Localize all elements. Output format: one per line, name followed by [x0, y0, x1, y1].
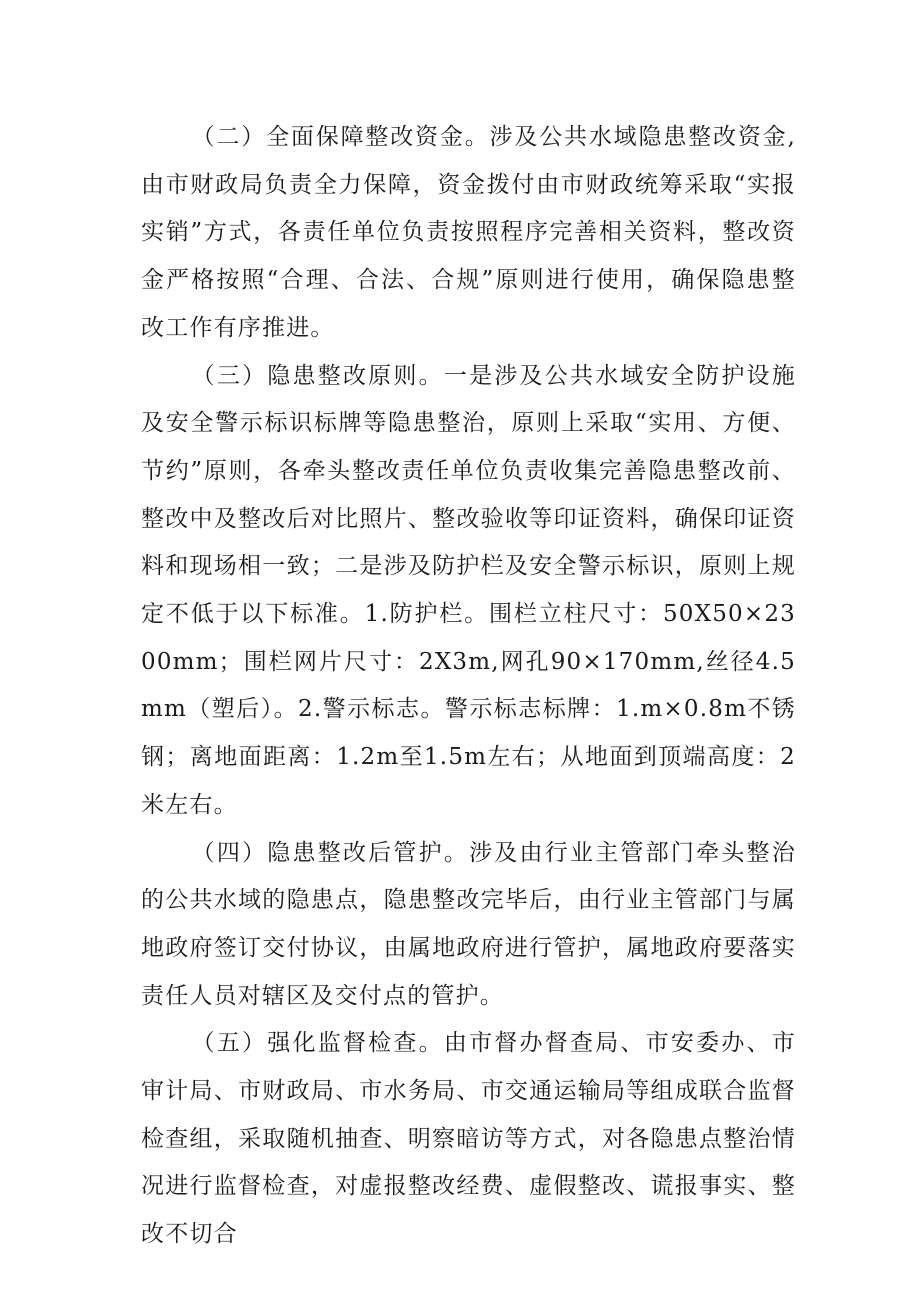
paragraph-funding: （二）全面保障整改资金。涉及公共水域隐患整改资金,由市财政局负责全力保障，资金拨付由市财政统筹采取“实报实销”方式，各责任单位负责按照程序完善相关资料，整改资金严格按照“合理、合法、合规”原则进行使用，确保隐患整改工作有序推进。	[141, 124, 796, 341]
document-body	[141, 114, 796, 1259]
paragraph-supervision: （五）强化监督检查。由市督办督查局、市安委办、市审计局、市财政局、市水务局、市交通运输局等组成联合监督检查组，采取随机抽查、明察暗访等方式，对各隐患点整治情况进行监督检查，对虚报整改经费、虚假整改、谎报事实、整改不切合	[141, 1030, 796, 1248]
paragraph-rectification-principles: （三）隐患整改原则。一是涉及公共水域安全防护设施及安全警示标识标牌等隐患整治，原则上采取“实用、方便、节约”原则，各牵头整改责任单位负责收集完善隐患整改前、整改中及整改后对比照片、整改验收等印证资料，确保印证资料和现场相一致；二是涉及防护栏及安全警示标识，原则上规定不低于以下标准。1.防护栏。围栏立柱尺寸：50X50×2300mm；围栏网片尺寸：2X3m,网孔90×170mm,丝径4.5mm（塑后）。2.警示标志。警示标志标牌：1.m×0.8m不锈钢；离地面距离：1.2m至1.5m左右；从地面到顶端高度：2米左右。	[141, 362, 796, 818]
paragraph-post-rectification-maintenance: （四）隐患整改后管护。涉及由行业主管部门牵头整治的公共水域的隐患点，隐患整改完毕后，由行业主管部门与属地政府签订交付协议，由属地政府进行管护，属地政府要落实责任人员对辖区及交付点的管护。	[141, 839, 796, 1009]
